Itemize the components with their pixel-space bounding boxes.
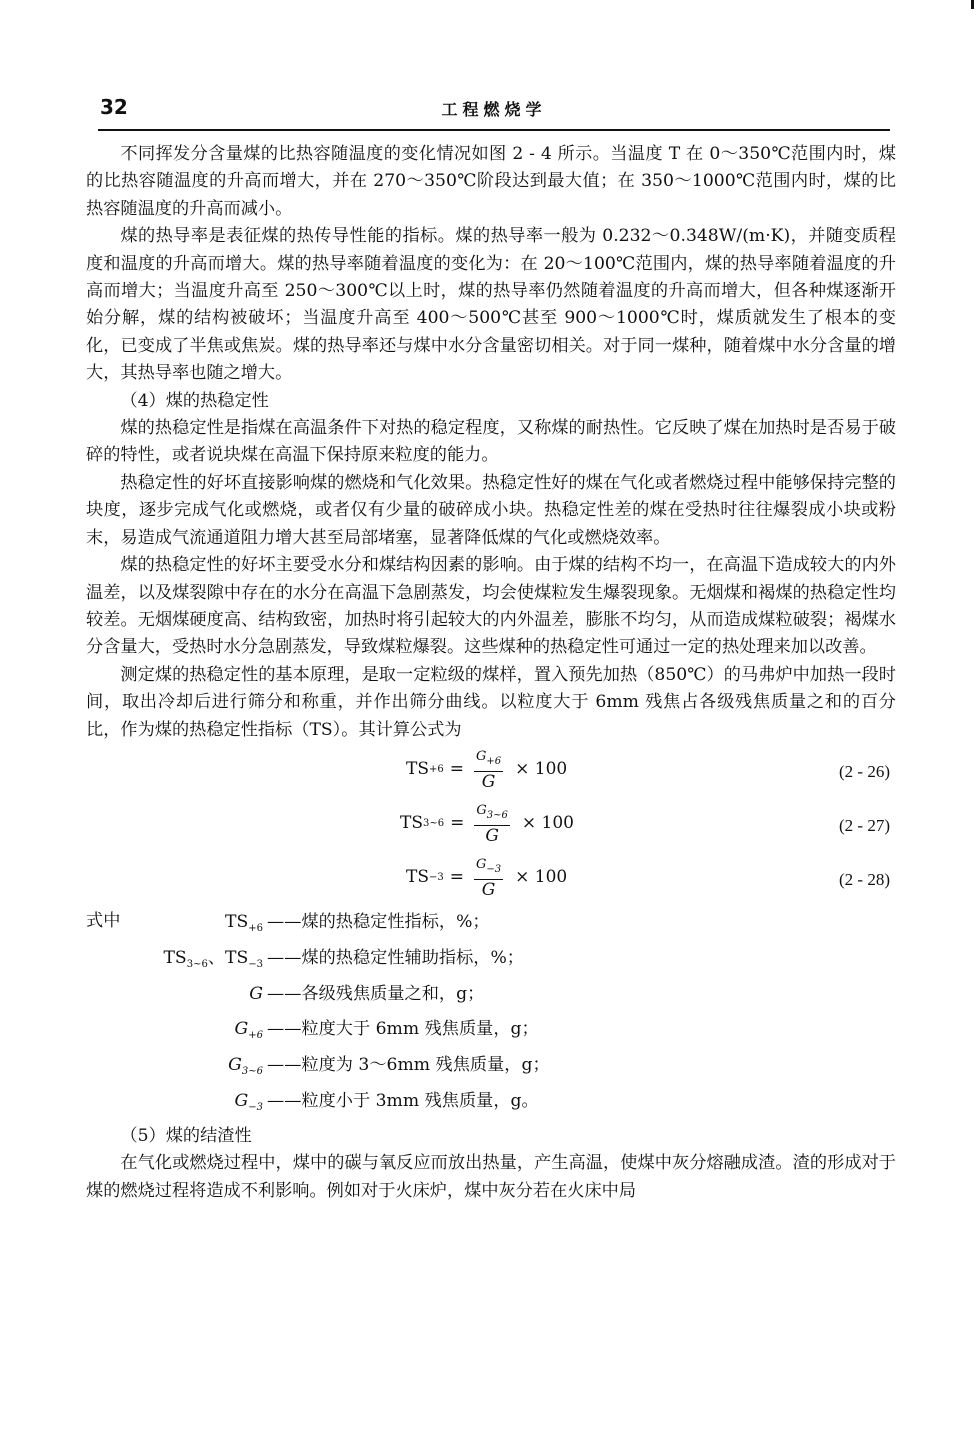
numerator-subscript: −3 — [486, 863, 502, 875]
definition-text: ——粒度小于 3mm 残焦质量，g。 — [267, 1090, 539, 1111]
book-title: 工程燃烧学 — [441, 100, 547, 119]
definition-symbol — [86, 944, 267, 980]
formula-expression — [400, 802, 578, 846]
definition-row — [86, 1087, 896, 1123]
fraction-denominator: G — [481, 879, 496, 900]
equals-sign: = — [449, 759, 464, 780]
formula-fraction — [474, 856, 503, 900]
symbol-text: G — [234, 1019, 249, 1040]
formula-lhs-subscript: 3~6 — [423, 818, 445, 830]
numerator-subscript: +6 — [486, 755, 502, 767]
definition-symbol — [86, 1015, 267, 1051]
fraction-denominator: G — [481, 771, 496, 792]
symbol-definitions — [86, 908, 896, 1123]
formula-lhs: TS — [406, 867, 429, 888]
symbol-subscript: 3~6 — [186, 958, 208, 970]
formula-multiplier: × 100 — [515, 867, 568, 888]
formula-lhs: TS — [406, 759, 429, 780]
paragraph-thermal-stability-effect: 热稳定性的好坏直接影响煤的燃烧和气化效果。热稳定性好的煤在气化或者燃烧过程中能够保持完整的块度，逐步完成气化或燃烧，或者仅有少量的破碎成小块。热稳定性差的煤在受热时往往爆裂成小块或粉末，易造成气流通道阻力增大甚至局部堵塞，显著降低煤的气化或燃烧效率。 — [86, 472, 896, 548]
formula-2-26 — [86, 744, 896, 798]
symbol-text: G — [234, 1090, 249, 1111]
paragraph-thermal-stability-factors: 煤的热稳定性的好坏主要受水分和煤结构因素的影响。由于煤的结构不均一，在高温下造成较大的内外温差，以及煤裂隙中存在的水分在高温下急剧蒸发，均会使煤粒发生爆裂现象。无烟煤和褐煤的热稳定性均较差。无烟煤硬度高、结构致密，加热时将引起较大的内外温差，膨胀不均匀，从而造成煤粒破裂；褐煤水分含量大，受热时水分急剧蒸发，导致煤粒爆裂。这些煤种的热稳定性可通过一定的热处理来加以改善。 — [86, 555, 896, 658]
section-heading-slagging: （5）煤的结渣性 — [120, 1125, 252, 1146]
definition-text: ——煤的热稳定性辅助指标，%； — [267, 947, 524, 968]
formula-multiplier: × 100 — [515, 759, 568, 780]
fraction-numerator — [474, 802, 510, 826]
formula-fraction — [474, 802, 510, 846]
equals-sign: = — [450, 813, 465, 834]
fraction-numerator — [474, 748, 503, 772]
numerator-symbol: G — [476, 748, 487, 764]
equation-number: (2 - 27) — [839, 815, 890, 835]
formula-2-27 — [86, 798, 896, 852]
definition-row — [86, 1051, 896, 1087]
definitions-prefix: 式中 — [86, 910, 121, 931]
equation-number: (2 - 26) — [839, 761, 890, 781]
numerator-subscript: 3~6 — [486, 809, 508, 821]
formula-multiplier: × 100 — [521, 813, 574, 834]
symbol-subscript: 3~6 — [241, 1066, 263, 1078]
definition-row — [86, 908, 896, 944]
formula-expression — [406, 748, 571, 792]
paragraph-thermal-conductivity: 煤的热导率是表征煤的热传导性能的指标。煤的热导率一般为 0.232～0.348W/(m·K)，并随变质程度和温度的升高而增大。煤的热导率随着温度的变化为：在 20～100℃范围内，煤的热导率随着温度的升高而增大；当温度升高至 250～300℃以上时，煤的热导率仍然随着温度的升高而增大，但各种煤逐渐开始分解，煤的结构被破坏；当温度升高至 400～500℃甚至 900～1000℃时，煤质就发生了根本的变化，已变成了半焦或焦炭。煤的热导率还与煤中水分含量密切相关。对于同一煤种，随着煤中水分含量的增大，其热导率也随之增大。 — [86, 226, 896, 384]
numerator-symbol: G — [476, 856, 487, 872]
symbol-text-second: 、TS — [207, 947, 249, 968]
equation-number: (2 - 28) — [839, 869, 890, 889]
symbol-text: G — [249, 983, 263, 1004]
paragraph-slagging: 在气化或燃烧过程中，煤中的碳与氧反应而放出热量，产生高温，使煤中灰分熔融成渣。渣的形成对于煤的燃烧过程将造成不利影响。例如对于火床炉，煤中灰分若在火床中局 — [86, 1153, 896, 1201]
definition-text: ——粒度大于 6mm 残焦质量，g； — [267, 1019, 539, 1040]
symbol-text: G — [228, 1055, 242, 1076]
symbol-subscript: +6 — [248, 922, 263, 934]
definition-symbol — [86, 1087, 267, 1123]
fraction-denominator: G — [485, 825, 499, 846]
definition-row — [86, 944, 896, 980]
fraction-numerator — [474, 856, 503, 880]
numerator-symbol: G — [476, 802, 487, 818]
running-header — [98, 95, 890, 131]
page-number: 32 — [100, 95, 128, 119]
paragraph-thermal-stability-definition: 煤的热稳定性是指煤在高温条件下对热的稳定程度，又称煤的耐热性。它反映了煤在加热时是否易于破碎的特性，或者说块煤在高温下保持原来粒度的能力。 — [86, 418, 896, 466]
page-body — [86, 141, 896, 1205]
symbol-subscript: +6 — [248, 1030, 263, 1042]
formula-lhs-subscript: +6 — [429, 764, 444, 776]
formula-2-28 — [86, 852, 896, 906]
definition-row — [86, 1015, 896, 1051]
formula-lhs-subscript: −3 — [429, 872, 444, 884]
equals-sign: = — [449, 867, 464, 888]
symbol-text: TS — [163, 947, 187, 968]
page-edge-mark — [971, 0, 974, 9]
paragraph-thermal-stability-test: 测定煤的热稳定性的基本原理，是取一定粒级的煤样，置入预先加热（850℃）的马弗炉中加热一段时间，取出冷却后进行筛分和称重，并作出筛分曲线。以粒度大于 6mm 残焦占各级残焦质量之和的百分比，作为煤的热稳定性指标（TS）。其计算公式为 — [86, 664, 896, 740]
definition-text: ——煤的热稳定性指标，%； — [267, 911, 490, 932]
formula-expression — [406, 856, 571, 900]
definition-text: ——粒度为 3～6mm 残焦质量，g； — [267, 1055, 550, 1076]
definition-row — [86, 980, 896, 1016]
section-heading-thermal-stability: （4）煤的热稳定性 — [120, 390, 269, 411]
paragraph-specific-heat: 不同挥发分含量煤的比热容随温度的变化情况如图 2 - 4 所示。当温度 T 在 0～350℃范围内时，煤的比热容随温度的升高而增大，并在 270～350℃阶段达到最大值；在 350～1000℃范围内时，煤的比热容随温度的升高而减小。 — [86, 144, 896, 219]
definition-text: ——各级残焦质量之和，g； — [267, 983, 485, 1004]
symbol-subscript: −3 — [248, 1101, 263, 1113]
symbol-subscript-second: −3 — [248, 958, 263, 970]
formula-lhs: TS — [400, 813, 423, 834]
symbol-text: TS — [225, 911, 249, 932]
formula-fraction — [474, 748, 503, 792]
definition-symbol — [86, 980, 267, 1016]
definition-symbol — [86, 1051, 267, 1087]
